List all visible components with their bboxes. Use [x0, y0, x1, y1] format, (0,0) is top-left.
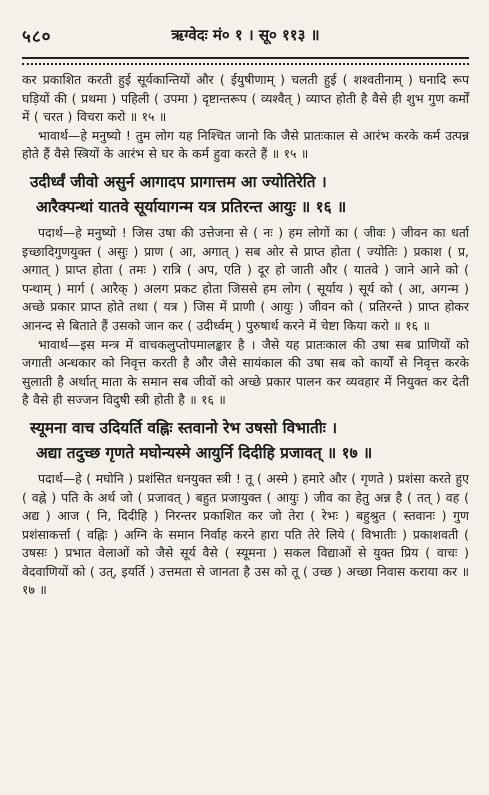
- bhavartha-paragraph: भावार्थ—हे मनुष्यो ! तुम लोग यह निश्चित जानो कि जैसे प्रातःकाल से आरंभ करके कर्म उत्पन्न होते हैं वैसे स्त्रियों के आरंभ से घर के कर्म हुवा करते हैं ॥ १५ ॥: [22, 127, 469, 162]
- mantra-16-line-2: आरैक्पन्थां यातवे सूर्यायागन्म यत्र प्रतिरन्त आयुः ॥ १६ ॥: [36, 197, 347, 216]
- mantra-16-line-1: उदीर्ध्वं जीवो असुर्न आगादप प्रागात्तम आ ज्योतिरेति ।: [30, 172, 327, 191]
- mantra-17-line-2: अद्या तदुच्छ गृणते मघोन्यस्मे आयुर्नि दिदीहि प्रजावत् ॥ १७ ॥: [36, 443, 373, 462]
- page-number: ५८०: [22, 26, 52, 47]
- commentary-paragraph: कर प्रकाशित करती हुई सूर्यकान्तियों और ( ईयुषीणाम् ) चलती हुई ( शश्वतीनाम् ) घनादि रूप घड़ियों की ( प्रथमा ) पहिली ( उपमा ) दृष्टान्तरूप ( व्यश्वैत् ) व्याप्त होती है वैसे ही शुभ गुण कर्मों में ( चरत ) विचरा करो ॥ १५ ॥: [22, 72, 469, 125]
- page-content: [22, 71, 469, 600]
- bhavartha-paragraph: भावार्थ—इस मन्त्र में वाचकलुप्तोपमालङ्कार है । जैसे यह प्रातःकाल की उषा सब प्राणियों को जगाती अन्धकार को निवृत्त करती है और जैसे सायंकाल की उषा सब को कार्यों से निवृत्त करके सुलाती है अर्थात् माता के समान सब जीवों को अच्छे प्रकार पालन कर व्यवहार में नियुक्त कर देती है वैसे ही सज्जन विदुषी स्त्री होती है ॥ १६ ॥: [22, 336, 469, 408]
- padartha-paragraph: पदार्थ—हे ( मघोनि ) प्रशंसित धनयुक्त स्त्री ! तू ( अस्मे ) हमारे और ( गृणते ) प्रशंसा करते हुए ( वह्ने ) पति के अर्थ जो ( प्रजावत् ) बहुत प्रजायुक्त ( आयुः ) जीव का हेतु अन्न है ( तत् ) वह ( अद्य ) आज ( नि, दिदीहि ) निरन्तर प्रकाशित कर जो तेरा ( रेभः ) बहुश्रुत ( स्तवानः ) गुण प्रशंसाकर्त्ता ( वह्निः ) अग्नि के समान निर्वाह करने हारा पति तेरे लिये ( विभातीः ) प्रकाशवती ( उषसः ) प्रभात वेलाओं को जैसे सूर्य वैसे ( स्यूमना ) सकल विद्याओं से युक्त प्रिय ( वाचः ) वेदवाणियों को ( उत्, इयर्ति ) उत्तमता से जानता है उस को तू ( उच्छ ) अच्छा निवास कराया कर ॥ १७ ॥: [22, 470, 469, 598]
- page-header: [22, 22, 469, 48]
- padartha-paragraph: पदार्थ—हे मनुष्यो ! जिस उषा की उत्तेजना से ( नः ) हम लोगों का ( जीवः ) जीवन का धर्ता इच्छादिगुणयुक्त ( असुः ) प्राण ( आ, अगात् ) सब ओर से प्राप्त होता ( ज्योतिः ) प्रकाश ( प्र, अगात् ) प्राप्त होता ( तमः ) रात्रि ( अप, एति ) दूर हो जाती और ( यातवे ) जाने आने को ( पन्थाम् ) मार्ग ( आरैक् ) अलग प्रकट होता जिससे हम लोग ( सूर्याय ) सूर्य को ( आ, अगन्म ) अच्छे प्रकार प्राप्त होते तथा ( यत्र ) जिस में प्राणी ( आयुः ) जीवन को ( प्रतिरन्ते ) प्राप्त होकर आनन्द से बिताते हैं उसको जान कर ( उदीर्ध्वम् ) पुरुषार्थ करने में चेष्टा किया करो ॥ १६ ॥: [22, 224, 469, 333]
- running-head: ऋग्वेदः मं० १ । सू० ११३ ॥: [171, 26, 320, 44]
- header-divider: [22, 57, 469, 65]
- mantra-17-line-1: स्यूमना वाच उदियर्ति वह्निः स्तवानो रेभ उषसो विभातीः ।: [30, 418, 338, 437]
